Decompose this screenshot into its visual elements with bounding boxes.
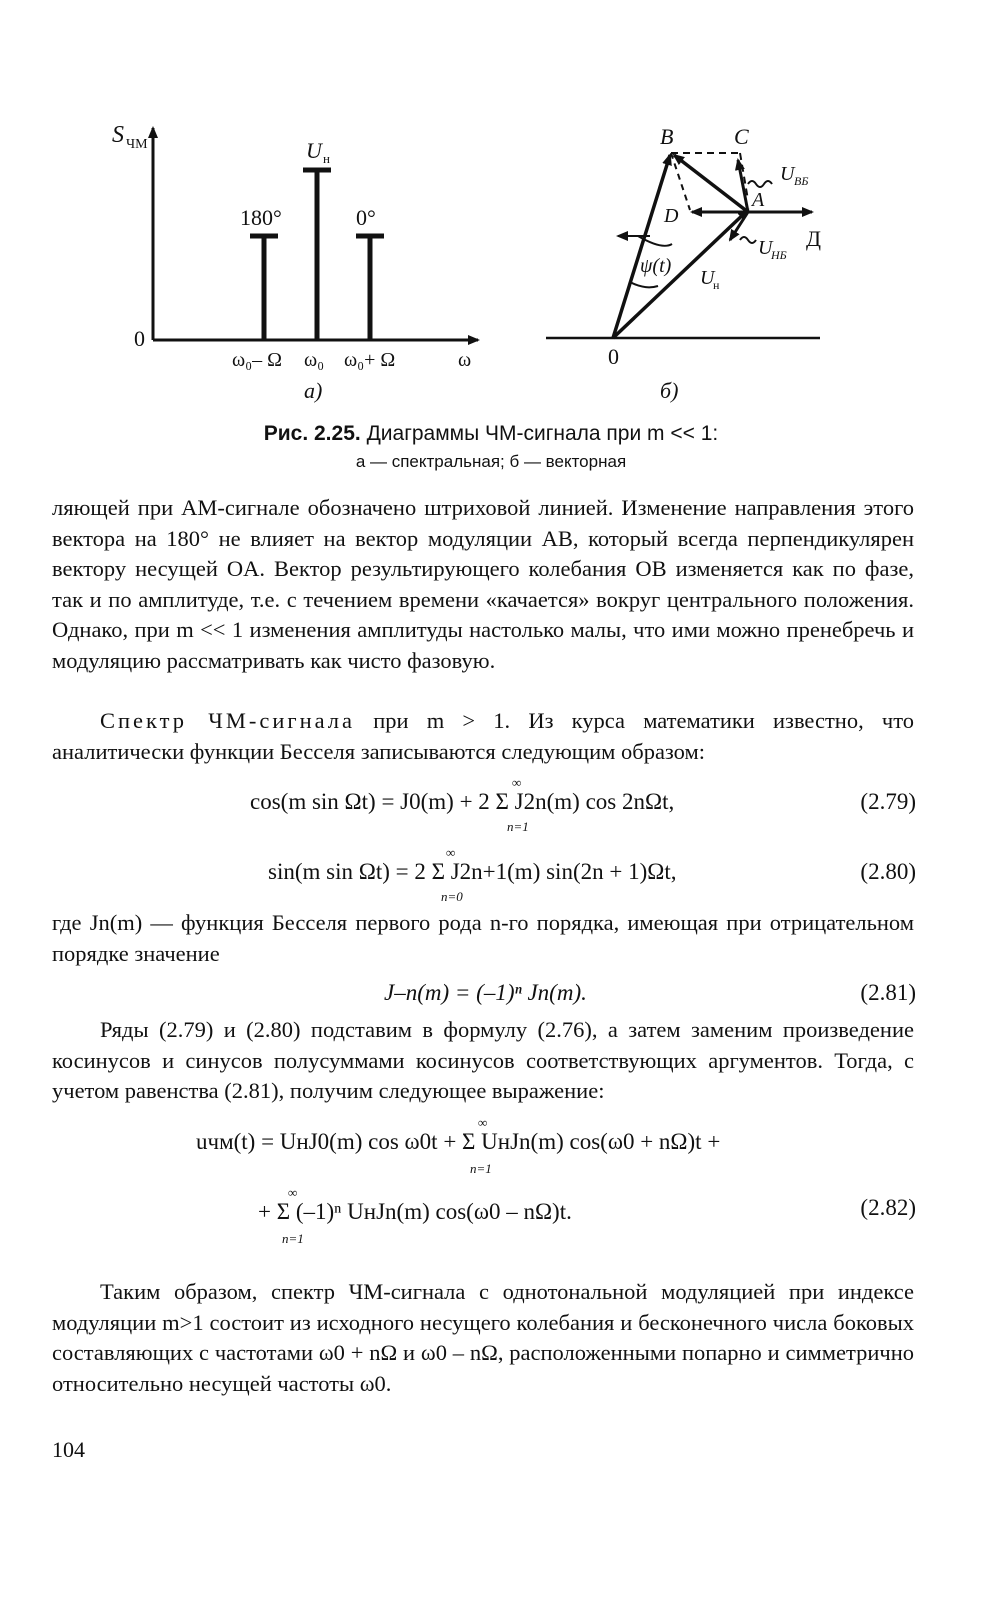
figure-2-25 [0, 0, 982, 410]
leader-UBB [748, 181, 772, 187]
label-UHB: U [758, 237, 773, 259]
equation-2-82-line-2 [0, 1185, 982, 1245]
x-axis-label: ω [458, 349, 472, 371]
label-Un: U [700, 267, 715, 289]
phase-label-left: 180° [240, 205, 282, 230]
equation-2-81 [0, 980, 982, 1014]
caption-number: Рис. 2.25. [263, 422, 361, 445]
equation-2-82b-body: + Σ (–1)ⁿ UнJn(m) cos(ω0 – nΩ)t. [258, 1199, 572, 1224]
equation-2-81-number: (2.81) [860, 980, 916, 1005]
equation-2-80-top: ∞ [446, 845, 456, 860]
carrier-label-sub: н [323, 151, 330, 166]
vector-origin-label: 0 [608, 344, 619, 369]
label-UBB: U [780, 163, 795, 185]
page-number: 104 [52, 1437, 85, 1462]
label-Un-sub: н [713, 278, 720, 292]
label-psi: ψ(t) [640, 255, 672, 277]
equation-2-79-bottom: n=1 [507, 819, 529, 834]
x-tick-left: ω₀– Ω [232, 349, 282, 371]
equation-2-82b-top: ∞ [288, 1185, 298, 1200]
equation-2-80-body: sin(m sin Ωt) = 2 Σ J2n+1(m) sin(2n + 1)Ωt, [268, 859, 677, 884]
x-tick-mid: ω₀ [304, 349, 325, 371]
equation-2-79 [0, 775, 982, 835]
panel-label-b: б) [660, 378, 679, 403]
y-axis-sub: ЧМ [126, 137, 148, 152]
equation-2-82a-body: uчм(t) = UнJ0(m) cos ω0t + Σ UнJn(m) cos(ω0 + nΩ)t + [196, 1129, 721, 1154]
figure-caption-sub: а — спектральная; б — векторная [355, 452, 627, 471]
equation-2-79-top: ∞ [512, 775, 522, 790]
label-C: C [734, 124, 749, 149]
paragraph-3: где Jn(m) — функция Бесселя первого рода n-го порядка, имеющая при отрицательном порядке значение [52, 910, 914, 966]
paragraph-4: Ряды (2.79) и (2.80) подставим в формулу (2.76), а затем заменим произведение косинусов и синусов полусуммами косинусов соответствующих аргументов. Тогда, с учетом равенства (2.81), получим следующее выражение: [52, 1017, 914, 1103]
caption-text: Диаграммы ЧМ-сигнала при m << 1: [366, 422, 719, 445]
equation-2-79-number: (2.79) [860, 789, 916, 814]
label-UHB-sub: НБ [771, 248, 787, 262]
label-A: A [752, 189, 765, 211]
vector-diagram [546, 124, 821, 403]
phase-label-right: 0° [356, 205, 376, 230]
equation-2-82a-bottom: n=1 [470, 1161, 492, 1176]
paragraph-5: Таким образом, спектр ЧМ-сигнала с однотональной модуляцией при индексе модуляции m>1 состоит из исходного несущего колебания и бесконечного числа боковых составляющих с частотами ω0 + nΩ и ω0 – nΩ, расположенными попарно и симметрично относительно несущей частоты ω0. [52, 1279, 914, 1396]
equation-2-82a-top: ∞ [478, 1115, 488, 1130]
equation-2-82b-bottom: n=1 [282, 1231, 304, 1246]
psi-arc-lower [630, 282, 658, 287]
paragraph-1: ляющей при АМ-сигнале обозначено штриховой линией. Изменение направления этого вектора на 180° не влияет на вектор модуляции AB, который всегда перпендикулярен вектору несущей OA. Вектор результирующего колебания OB изменяется как по фазе, так и по амплитуде, т.е. с течением времени «качается» вокруг центрального положения. Однако, при m << 1 изменения амплитуды настолько малы, что ими можно пренебречь и модуляцию рассматривать как чисто фазовую. [52, 495, 914, 673]
paragraph-2-body: при m > 1. Из курса математики известно, что аналитически функции Бесселя записываются следующим образом: [52, 708, 914, 764]
label-B: B [660, 124, 674, 149]
equation-2-82-number: (2.82) [860, 1195, 916, 1220]
vector-AB [674, 155, 748, 212]
label-UBB-sub: ВБ [794, 174, 809, 188]
leader-UHB [740, 237, 756, 243]
figure-caption [0, 422, 982, 446]
section-heading: Спектр ЧМ-сигнала [100, 708, 356, 733]
x-tick-right: ω₀+ Ω [344, 349, 396, 371]
origin-label: 0 [134, 326, 145, 351]
equation-2-80 [0, 845, 982, 905]
equation-2-80-bottom: n=0 [441, 889, 463, 904]
equation-2-81-body: J–n(m) = (–1)ⁿ Jn(m). [384, 980, 587, 1005]
equation-2-80-number: (2.80) [860, 859, 916, 884]
paragraph-2 [52, 706, 914, 767]
label-D: D [664, 205, 679, 227]
panel-label-a: а) [304, 378, 323, 403]
spectral-diagram [112, 122, 478, 403]
y-axis-label: S [112, 122, 124, 148]
label-Д: Д [806, 226, 822, 251]
equation-2-79-body: cos(m sin Ωt) = J0(m) + 2 Σ J2n(m) cos 2nΩt, [250, 789, 675, 814]
carrier-label: U [306, 138, 322, 163]
equation-2-82-line-1 [0, 1115, 982, 1175]
